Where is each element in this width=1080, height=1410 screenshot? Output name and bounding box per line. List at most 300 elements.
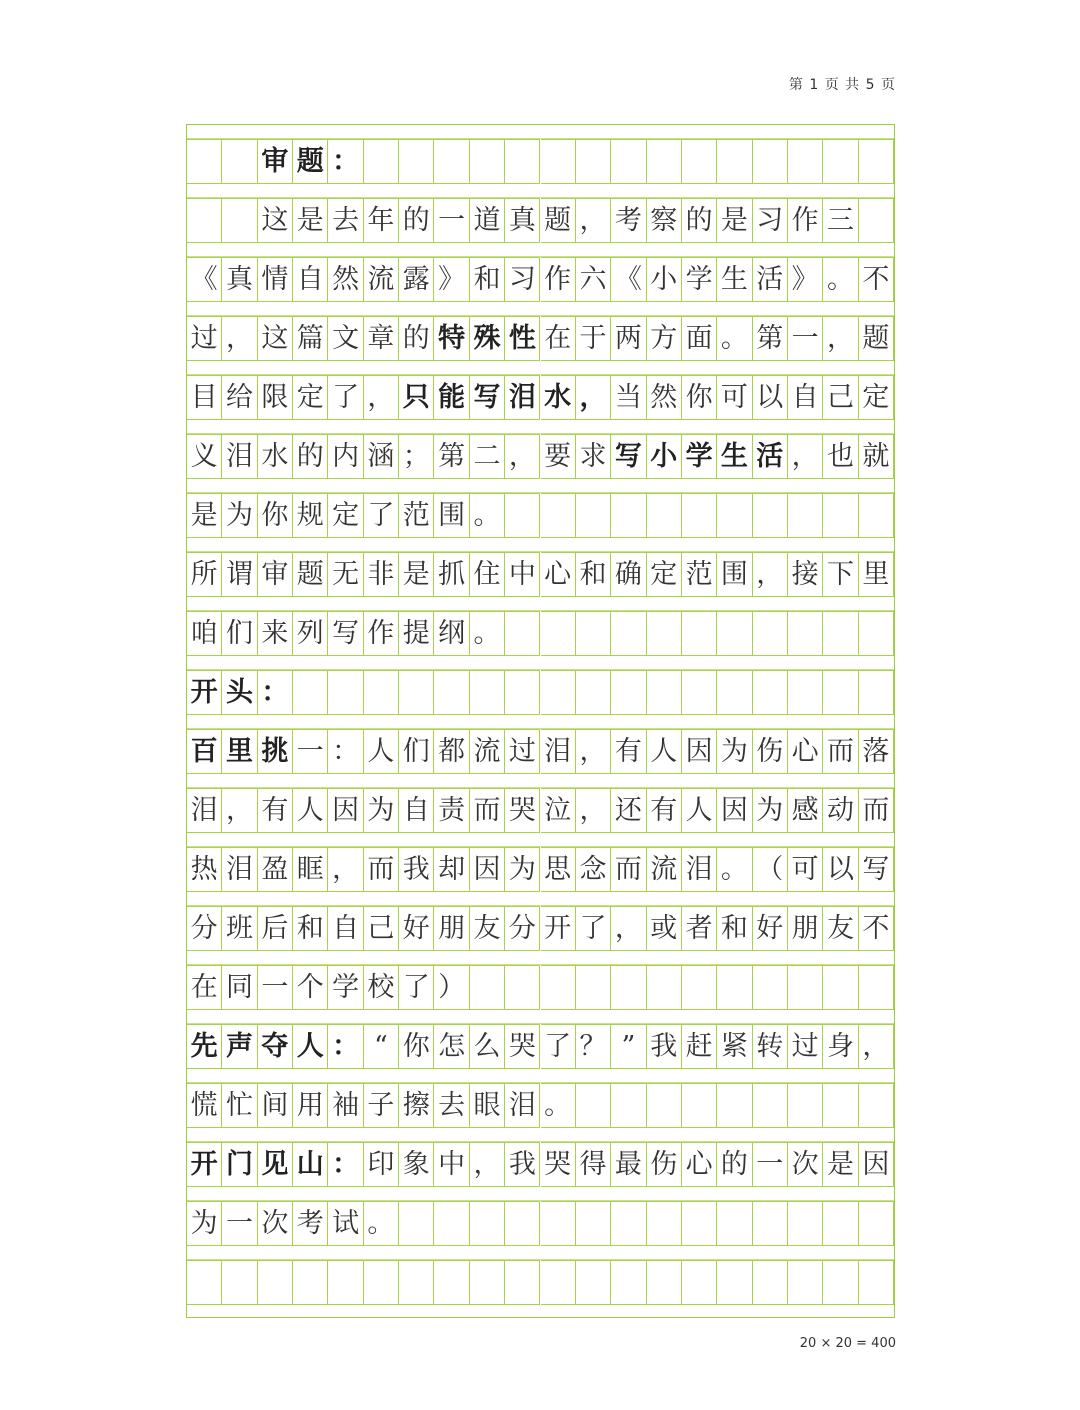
grid-cell: 题	[541, 198, 576, 243]
grid-cell	[434, 670, 469, 715]
grid-cell	[647, 611, 682, 656]
grid-cell: 一	[788, 316, 823, 361]
grid-cell: 是	[293, 198, 328, 243]
grid-cell	[328, 1260, 363, 1305]
grid-cell: 为	[505, 847, 540, 892]
grid-cell: 友	[823, 906, 858, 951]
grid-cell	[823, 1201, 858, 1246]
grid-cell: 却	[434, 847, 469, 892]
grid-cell: 泪	[541, 729, 576, 774]
grid-cell: 可	[788, 847, 823, 892]
grid-cell: 。	[364, 1201, 399, 1246]
grid-cell: 班	[222, 906, 257, 951]
grid-cell: 而	[470, 788, 505, 833]
grid-cell: 考	[293, 1201, 328, 1246]
grid-cell: 开	[187, 670, 222, 715]
grid-cell: ，	[222, 788, 257, 833]
grid-cell: 哭	[541, 1142, 576, 1187]
grid-cell	[859, 1083, 894, 1128]
grid-cell: 。	[541, 1083, 576, 1128]
grid-cell: 小	[647, 257, 682, 302]
grid-cell: 分	[187, 906, 222, 951]
grid-cell: 《	[611, 257, 646, 302]
grid-cell: 提	[399, 611, 434, 656]
grid-cell: 围	[434, 493, 469, 538]
grid-cell: 是	[187, 493, 222, 538]
grid-cell: 过	[788, 1024, 823, 1069]
grid-cell: 印	[364, 1142, 399, 1187]
grid-row	[187, 1083, 894, 1128]
grid-cell: 过	[187, 316, 222, 361]
grid-cell: 哭	[505, 1024, 540, 1069]
grid-cell: 动	[823, 788, 858, 833]
row-gap	[187, 597, 894, 611]
grid-cell: 这	[258, 316, 293, 361]
grid-cell: 。	[470, 493, 505, 538]
grid-cell	[682, 1201, 717, 1246]
grid-row	[187, 788, 894, 833]
grid-cell	[717, 1260, 752, 1305]
grid-cell	[541, 493, 576, 538]
grid-cell: 见	[258, 1142, 293, 1187]
grid-cell: 或	[647, 906, 682, 951]
grid-cell: 殊	[470, 316, 505, 361]
grid-cell	[611, 139, 646, 184]
grid-cell: 你	[399, 1024, 434, 1069]
grid-cell	[859, 611, 894, 656]
grid-cell: ，	[788, 434, 823, 479]
grid-cell	[505, 965, 540, 1010]
grid-cell: 朋	[788, 906, 823, 951]
grid-cell: 非	[364, 552, 399, 597]
grid-cell: 。	[717, 847, 752, 892]
grid-cell	[576, 965, 611, 1010]
grid-row	[187, 139, 894, 184]
grid-cell: 审	[258, 552, 293, 597]
grid-cell: 泪	[505, 1083, 540, 1128]
grid-row	[187, 1142, 894, 1187]
grid-cell	[187, 198, 222, 243]
grid-cell	[647, 1083, 682, 1128]
grid-cell: 间	[258, 1083, 293, 1128]
grid-row	[187, 906, 894, 951]
grid-cell: ”	[611, 1024, 646, 1069]
grid-cell: 察	[647, 198, 682, 243]
grid-cell: 题	[859, 316, 894, 361]
grid-cell	[753, 1083, 788, 1128]
grid-cell	[611, 1260, 646, 1305]
grid-cell: 次	[788, 1142, 823, 1187]
grid-cell: ，	[753, 552, 788, 597]
grid-cell: 。	[717, 316, 752, 361]
grid-cell: 内	[328, 434, 363, 479]
grid-cell: ：	[258, 670, 293, 715]
grid-cell	[717, 139, 752, 184]
grid-cell: ；	[399, 434, 434, 479]
grid-cell	[611, 670, 646, 715]
grid-cell: 感	[788, 788, 823, 833]
grid-cell: 里	[859, 552, 894, 597]
grid-cell	[753, 1260, 788, 1305]
grid-cell: 都	[434, 729, 469, 774]
grid-cell	[434, 139, 469, 184]
grid-cell	[434, 1201, 469, 1246]
grid-cell	[717, 670, 752, 715]
grid-cell	[470, 965, 505, 1010]
row-gap	[187, 184, 894, 198]
row-gap	[187, 361, 894, 375]
grid-cell	[293, 670, 328, 715]
grid-cell: 谓	[222, 552, 257, 597]
grid-cell: 因	[717, 788, 752, 833]
grid-cell: 头	[222, 670, 257, 715]
grid-cell	[823, 670, 858, 715]
grid-row	[187, 965, 894, 1010]
grid-row	[187, 1024, 894, 1069]
grid-cell: 和	[293, 906, 328, 951]
grid-cell: 以	[753, 375, 788, 420]
grid-cell: ：	[328, 729, 363, 774]
grid-cell: 者	[682, 906, 717, 951]
grid-cell: 规	[293, 493, 328, 538]
grid-cell	[505, 139, 540, 184]
grid-cell: 审	[258, 139, 293, 184]
grid-cell: 和	[576, 552, 611, 597]
grid-cell: 文	[328, 316, 363, 361]
grid-cell: 么	[470, 1024, 505, 1069]
grid-cell: 习	[753, 198, 788, 243]
grid-cell	[611, 611, 646, 656]
grid-cell: 咱	[187, 611, 222, 656]
grid-cell: 学	[682, 257, 717, 302]
grid-cell: 泪	[505, 375, 540, 420]
grid-cell: 分	[505, 906, 540, 951]
row-gap	[187, 951, 894, 965]
grid-cell	[399, 139, 434, 184]
grid-cell: 责	[434, 788, 469, 833]
grid-cell: ，	[328, 847, 363, 892]
grid-cell	[399, 670, 434, 715]
grid-cell: 篇	[293, 316, 328, 361]
grid-cell: 流	[364, 257, 399, 302]
row-gap	[187, 1187, 894, 1201]
grid-cell	[717, 1083, 752, 1128]
grid-cell: 慌	[187, 1083, 222, 1128]
grid-cell	[788, 1260, 823, 1305]
grid-cell: 以	[823, 847, 858, 892]
grid-cell	[576, 611, 611, 656]
grid-cell	[717, 611, 752, 656]
grid-cell	[611, 1083, 646, 1128]
grid-cell	[611, 493, 646, 538]
grid-cell: 学	[682, 434, 717, 479]
grid-cell	[470, 1201, 505, 1246]
grid-cell: 己	[364, 906, 399, 951]
grid-cell: 为	[187, 1201, 222, 1246]
grid-cell: 同	[222, 965, 257, 1010]
grid-cell: 后	[258, 906, 293, 951]
grid-cell	[682, 1260, 717, 1305]
grid-cell: 抓	[434, 552, 469, 597]
grid-cell: 而	[823, 729, 858, 774]
grid-cell: 人	[647, 729, 682, 774]
grid-cell	[788, 1083, 823, 1128]
grid-cell: ，	[859, 1024, 894, 1069]
grid-cell	[541, 965, 576, 1010]
grid-cell	[823, 611, 858, 656]
grid-cell	[470, 1260, 505, 1305]
grid-cell: 《	[187, 257, 222, 302]
grid-cell	[505, 611, 540, 656]
grid-cell	[859, 670, 894, 715]
grid-cell: 流	[647, 847, 682, 892]
grid-row	[187, 1260, 894, 1305]
grid-cell: 思	[541, 847, 576, 892]
grid-cell: 范	[399, 493, 434, 538]
grid-cell: 了	[541, 1024, 576, 1069]
grid-cell: 限	[258, 375, 293, 420]
grid-cell	[859, 1260, 894, 1305]
grid-cell	[328, 670, 363, 715]
grid-cell: 为	[753, 788, 788, 833]
grid-cell	[576, 1260, 611, 1305]
grid-cell: 一	[222, 1201, 257, 1246]
grid-cell: 泪	[222, 434, 257, 479]
grid-row	[187, 316, 894, 361]
grid-cell	[859, 139, 894, 184]
grid-cell: 第	[434, 434, 469, 479]
grid-cell: 心	[788, 729, 823, 774]
grid-cell: 范	[682, 552, 717, 597]
grid-cell: 因	[470, 847, 505, 892]
grid-cell: 怎	[434, 1024, 469, 1069]
row-gap	[187, 125, 894, 139]
grid-body	[187, 125, 894, 1317]
grid-cell: 第	[753, 316, 788, 361]
grid-cell: 定	[293, 375, 328, 420]
grid-cell: 确	[611, 552, 646, 597]
grid-cell: 为	[364, 788, 399, 833]
grid-cell: 接	[788, 552, 823, 597]
grid-cell	[682, 670, 717, 715]
grid-cell	[505, 1260, 540, 1305]
grid-cell: 眼	[470, 1083, 505, 1128]
grid-cell: 一	[753, 1142, 788, 1187]
grid-cell: 定	[328, 493, 363, 538]
grid-cell: ：	[328, 1142, 363, 1187]
grid-cell: 人	[364, 729, 399, 774]
grid-cell: 象	[399, 1142, 434, 1187]
grid-cell: 不	[859, 257, 894, 302]
grid-cell: 伤	[647, 1142, 682, 1187]
grid-cell: 因	[859, 1142, 894, 1187]
grid-cell: 伤	[753, 729, 788, 774]
grid-cell: “	[364, 1024, 399, 1069]
grid-cell	[753, 139, 788, 184]
grid-cell: 真	[505, 198, 540, 243]
grid-cell: 忙	[222, 1083, 257, 1128]
grid-cell: 这	[258, 198, 293, 243]
grid-cell: 人	[682, 788, 717, 833]
grid-cell: 我	[505, 1142, 540, 1187]
grid-cell: 求	[576, 434, 611, 479]
grid-cell	[788, 493, 823, 538]
grid-cell: ，	[470, 1142, 505, 1187]
grid-cell: 考	[611, 198, 646, 243]
grid-cell: 个	[293, 965, 328, 1010]
grid-cell: 纲	[434, 611, 469, 656]
grid-cell: ，	[823, 316, 858, 361]
grid-cell: 们	[399, 729, 434, 774]
row-gap	[187, 420, 894, 434]
grid-cell	[753, 493, 788, 538]
grid-cell: 一	[434, 198, 469, 243]
grid-cell: 三	[823, 198, 858, 243]
grid-cell: 有	[258, 788, 293, 833]
row-gap	[187, 656, 894, 670]
grid-cell: 目	[187, 375, 222, 420]
grid-cell	[788, 139, 823, 184]
grid-cell: 无	[328, 552, 363, 597]
grid-cell: 是	[823, 1142, 858, 1187]
grid-cell: 百	[187, 729, 222, 774]
grid-cell	[823, 1083, 858, 1128]
grid-cell: 人	[293, 1024, 328, 1069]
grid-cell	[682, 1083, 717, 1128]
grid-cell: 紧	[717, 1024, 752, 1069]
grid-cell: ，	[576, 375, 611, 420]
grid-cell: 而	[611, 847, 646, 892]
grid-cell: 露	[399, 257, 434, 302]
grid-cell	[859, 493, 894, 538]
grid-cell: 不	[859, 906, 894, 951]
grid-cell: 你	[258, 493, 293, 538]
grid-cell: 哭	[505, 788, 540, 833]
grid-cell	[717, 493, 752, 538]
grid-cell: 能	[434, 375, 469, 420]
grid-cell: 自	[788, 375, 823, 420]
grid-cell: 小	[647, 434, 682, 479]
row-gap	[187, 1246, 894, 1260]
grid-cell: 道	[470, 198, 505, 243]
grid-cell	[611, 1201, 646, 1246]
grid-cell	[399, 1201, 434, 1246]
grid-cell	[717, 965, 752, 1010]
grid-cell: 和	[717, 906, 752, 951]
grid-cell: 住	[470, 552, 505, 597]
grid-cell: 下	[823, 552, 858, 597]
grid-cell: 眶	[293, 847, 328, 892]
grid-cell: 友	[470, 906, 505, 951]
grid-cell: 的	[293, 434, 328, 479]
grid-cell: 性	[505, 316, 540, 361]
grid-cell: 用	[293, 1083, 328, 1128]
grid-cell: 情	[258, 257, 293, 302]
grid-cell	[823, 139, 858, 184]
grid-cell: 袖	[328, 1083, 363, 1128]
grid-cell: 当	[611, 375, 646, 420]
grid-cell	[647, 1201, 682, 1246]
grid-row	[187, 257, 894, 302]
grid-cell: 朋	[434, 906, 469, 951]
grid-cell: 们	[222, 611, 257, 656]
grid-cell: 写	[328, 611, 363, 656]
grid-cell	[647, 1260, 682, 1305]
grid-cell: 写	[859, 847, 894, 892]
grid-cell: 生	[717, 257, 752, 302]
grid-cell: 活	[753, 257, 788, 302]
grid-cell	[788, 1201, 823, 1246]
grid-cell: ？	[576, 1024, 611, 1069]
grid-cell: 赶	[682, 1024, 717, 1069]
grid-cell	[293, 1260, 328, 1305]
grid-cell: 学	[328, 965, 363, 1010]
grid-cell: 列	[293, 611, 328, 656]
grid-cell: 章	[364, 316, 399, 361]
grid-cell	[434, 1260, 469, 1305]
grid-cell: 给	[222, 375, 257, 420]
grid-cell	[859, 1201, 894, 1246]
grid-cell: 校	[364, 965, 399, 1010]
grid-cell	[682, 965, 717, 1010]
grid-cell	[682, 611, 717, 656]
grid-cell: 次	[258, 1201, 293, 1246]
grid-cell	[647, 493, 682, 538]
grid-cell: 最	[611, 1142, 646, 1187]
grid-row	[187, 1201, 894, 1246]
grid-cell: 和	[470, 257, 505, 302]
grid-cell: 涵	[364, 434, 399, 479]
grid-cell: 题	[293, 139, 328, 184]
grid-row	[187, 493, 894, 538]
grid-cell: 题	[293, 552, 328, 597]
grid-row	[187, 847, 894, 892]
grid-cell: 作	[541, 257, 576, 302]
grid-cell: 要	[541, 434, 576, 479]
grid-cell: 然	[647, 375, 682, 420]
grid-cell: 就	[859, 434, 894, 479]
grid-row	[187, 729, 894, 774]
grid-cell: 我	[399, 847, 434, 892]
grid-cell: 转	[753, 1024, 788, 1069]
row-gap	[187, 479, 894, 493]
grid-cell: 的	[399, 198, 434, 243]
grid-cell	[753, 670, 788, 715]
grid-cell: 子	[364, 1083, 399, 1128]
grid-cell: ，	[576, 198, 611, 243]
grid-cell: ）	[434, 965, 469, 1010]
grid-cell	[576, 139, 611, 184]
grid-cell: 而	[859, 788, 894, 833]
grid-cell: 》	[434, 257, 469, 302]
grid-cell: 二	[470, 434, 505, 479]
grid-cell: 所	[187, 552, 222, 597]
grid-cell: 得	[576, 1142, 611, 1187]
grid-cell: 有	[611, 729, 646, 774]
grid-cell: 在	[541, 316, 576, 361]
grid-cell	[187, 1260, 222, 1305]
grid-cell: ，	[611, 906, 646, 951]
grid-cell: 了	[364, 493, 399, 538]
grid-cell	[788, 965, 823, 1010]
row-gap	[187, 1069, 894, 1083]
grid-cell: 写	[611, 434, 646, 479]
grid-cell	[823, 1260, 858, 1305]
grid-cell: 声	[222, 1024, 257, 1069]
grid-cell	[541, 139, 576, 184]
grid-cell: 我	[647, 1024, 682, 1069]
grid-cell: 为	[717, 729, 752, 774]
